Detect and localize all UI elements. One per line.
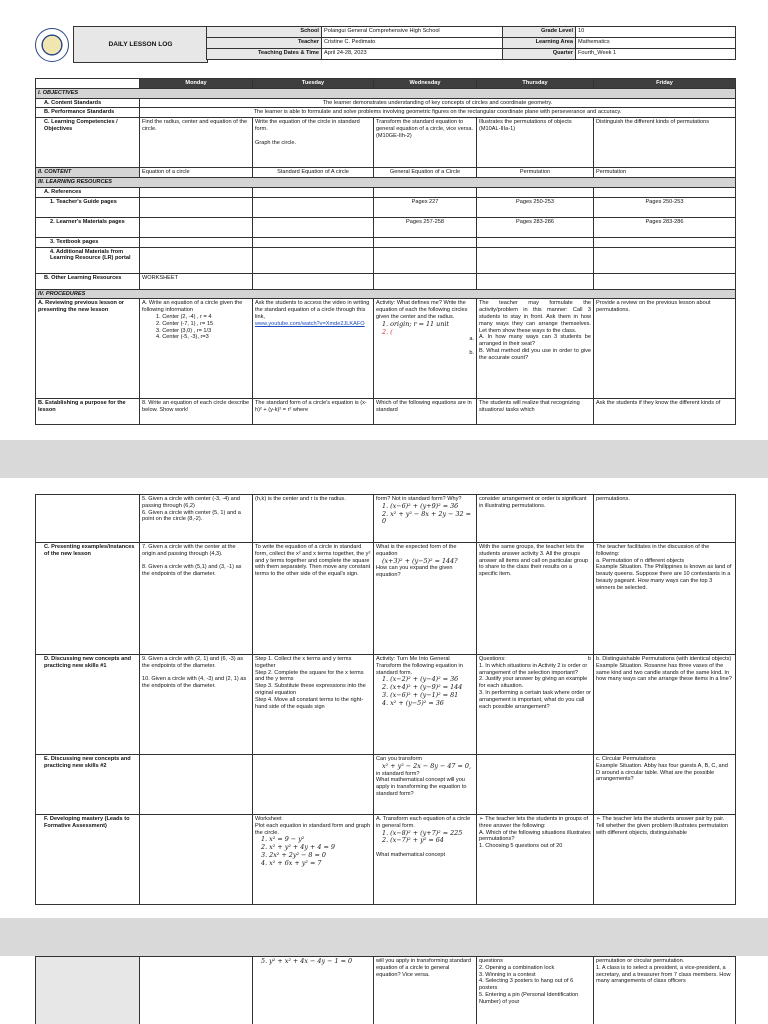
performance-standards-label: B. Performance Standards xyxy=(36,108,140,118)
review-monday: A. Write an equation of a circle given the following information 1. Center (2, -4) , r = 4 2. Center (-7, 1) , r= 15 3. Center (3,0) , r= 1/3 4. Center (-5, -3), r=3 xyxy=(140,299,253,399)
performance-standards-text: The learner is able to formulate and solve problems involving geometric figures on the rectangular coordinate plane with perseverance and accuracy. xyxy=(140,108,736,118)
day-friday: Friday xyxy=(594,79,736,89)
page-three xyxy=(0,956,768,1024)
textbook-label: 3. Textbook pages xyxy=(36,237,140,247)
dates-value: April 24-28, 2023 xyxy=(322,49,503,60)
content-thursday: Permutation xyxy=(477,168,594,178)
examples-label: C. Presenting examples/instances of the new lesson xyxy=(36,543,140,655)
review-thursday: The teacher may formulate the activity/problem in this manner: Call 3 students to stay in front. Ask them in how many ways they can arrange themselves. Let them show these ways to the class. A. In how many ways can 3 students be arranged in their seat? B. What method did you use in order to give the accurate count? xyxy=(477,299,594,399)
purpose-wednesday: Which of the following equations are in standard xyxy=(374,399,477,425)
purpose-wednesday-cont: form? Not in standard form? Why? 1. (x−6)² + (y+9)² = 36 2. x² + y² − 8x + 2y − 32 = 0 xyxy=(374,495,477,543)
purpose-friday: Ask the students if they know the different kinds of xyxy=(594,399,736,425)
grade-label: Grade Level xyxy=(503,27,576,38)
review-label: A. Reviewing previous lesson or presenting the new lesson xyxy=(36,299,140,399)
teacher-label: Teacher xyxy=(207,38,322,49)
grade-value: 10 xyxy=(576,27,736,38)
review-tuesday: Ask the students to access the video in writing the standard equation of a circle through this link, www.youtube.com/watch?v=Xmde2JLKAFO xyxy=(253,299,374,399)
mastery-tuesday: Worksheet Plot each equation in standard form and graph the circle. 1. x² = 9 − y² 2. x² + y² + 4y + 4 = 9 3. 2x² + 2y² − 8 = 0 4. x² + 6x + y² = 7 xyxy=(253,815,374,905)
purpose-tuesday: The standard form of a circle's equation is (x-h)² + (y-k)² = r² where xyxy=(253,399,374,425)
purpose-label: B. Establishing a purpose for the lesson xyxy=(36,399,140,425)
competency-thursday: Illustrates the permutations of objects (M10AL-IIIa-1) xyxy=(477,118,594,168)
references-label: A. References xyxy=(36,187,140,197)
day-wednesday: Wednesday xyxy=(374,79,477,89)
header-info-table xyxy=(206,26,736,60)
log-title: DAILY LESSON LOG xyxy=(73,26,208,63)
section-objectives: I. OBJECTIVES xyxy=(36,88,736,98)
tg-friday: Pages 250-253 xyxy=(594,197,736,217)
purpose-friday-cont: permutations. xyxy=(594,495,736,543)
purpose-tuesday-cont: (h,k) is the center and r is the radius. xyxy=(253,495,374,543)
purpose-thursday-cont: consider arrangement or order is significant in illustrating permutations. xyxy=(477,495,594,543)
mastery-thursday-cont: questions 2. Opening a combination lock 3. Winning in a contest 4. Selecting 3 posters to hang out of 6 posters 5. Entering a pin (Personal Identification Number) of your xyxy=(477,957,594,1024)
content-monday: Equation of a circle xyxy=(140,168,253,178)
competencies-label: C. Learning Competencies / Objectives xyxy=(36,118,140,168)
examples-monday: 7. Given a circle with the center at the origin and passing through (4,3). 8. Given a circle with (5,1) and (3, -1) as the endpoints of the diameter. xyxy=(140,543,253,655)
section-procedures: IV. PROCEDURES xyxy=(36,289,736,299)
review-wednesday: Activity: What defines me? Write the equation of each the following circles given the center and the radius. 1. origin; r = 11 unit 2. ( a. b. xyxy=(374,299,477,399)
header xyxy=(35,26,735,62)
purpose-thursday: The students will realize that recognizing situations/ tasks which xyxy=(477,399,594,425)
other-resources-monday: WORKSHEET xyxy=(140,273,253,289)
mastery-label: F. Developing mastery (Leads to Formative Assessment) xyxy=(36,815,140,905)
teacher-value: Cristine C. Pedimato xyxy=(322,38,503,49)
additional-materials-label: 4. Additional Materials from Learning Resource (LR) portal xyxy=(36,247,140,273)
area-value: Mathematics xyxy=(576,38,736,49)
practice1-friday: b. Distinguishable Permutations (with identical objects) Example Situation. Rosanne has three vases of the same kind and two candle stands of the same kind. In how many ways can she arrange these items in a line? xyxy=(594,655,736,755)
day-thursday: Thursday xyxy=(477,79,594,89)
practice1-label: D. Discussing new concepts and practicing new skills #1 xyxy=(36,655,140,755)
mastery-friday-cont: permutation or circular permutation. 1. A class is to select a president, a vice-president, a secretary, and a treasurer from 7 class members. How many arrangements of class officers xyxy=(594,957,736,1024)
lesson-table-page2 xyxy=(35,494,736,905)
practice1-thursday: b Questions: 1. In which situations in Activity 2 is order or arrangement of the selection important? 2. Justify your answer by giving an example for each situation. 3. In performing a certain task where order or arrangement is important, what do you call each possible arrangement? xyxy=(477,655,594,755)
day-tuesday: Tuesday xyxy=(253,79,374,89)
practice1-tuesday: Step 1. Collect the x terms and y terms together Step 2. Complete the square for the x terms and the y terms Step 3. Substitute these expressions into the original equation Step 4. Move all constant terms to the right-hand side of the equals sign xyxy=(253,655,374,755)
page-two xyxy=(0,478,768,918)
practice1-monday: 9. Given a circle with (2, 1) and (6, -3) as the endpoints of the diameter. 10. Given a circle with (4, -3) and (2, 1) as the endpoints of the diameter. xyxy=(140,655,253,755)
area-label: Learning Area xyxy=(503,38,576,49)
section-content: II. CONTENT xyxy=(36,168,140,178)
practice1-wednesday: Activity: Turn Me Into General Transform the following equation in standard form. 1. (x−2)² + (y−4)² = 36 2. (x+4)² + (y−9)² = 144 3. (x−6)² + (y−1)² = 81 4. x² + (y−5)² = 36 xyxy=(374,655,477,755)
school-value: Polangui General Comprehensive High School xyxy=(322,27,503,38)
deped-seal-icon xyxy=(35,28,69,62)
quarter-value: Fourth_Week 1 xyxy=(576,49,736,60)
examples-tuesday: To write the equation of a circle in standard form, collect the x² and x terms together, the y² and y terms together and complete the square with them separately. Then move any constant terms to the other side of the equal's sign. xyxy=(253,543,374,655)
practice2-friday: c. Circular Permutations Example Situation. Abby has four guests A, B, C, and D around a circular table. What are the possible arrangements? xyxy=(594,755,736,815)
content-friday: Permutation xyxy=(594,168,736,178)
tg-wednesday: Pages 227 xyxy=(374,197,477,217)
review-friday: Provide a review on the previous lesson about permutations. xyxy=(594,299,736,399)
mastery-tuesday-cont: 5. y² + x² + 4x − 4y − 1 = 0 xyxy=(253,957,374,1024)
content-standards-label: A. Content Standards xyxy=(36,98,140,108)
lm-friday: Pages 283-286 xyxy=(594,217,736,237)
content-wednesday: General Equation of a Circle xyxy=(374,168,477,178)
school-label: School xyxy=(207,27,322,38)
mastery-wednesday: A. Transform each equation of a circle in general form. 1. (x−8)² + (y+7)² = 225 2. (x−7)² + y² = 64 What mathematical concept xyxy=(374,815,477,905)
mastery-friday: ➢ The teacher lets the students answer pair by pair. Tell whether the given problem illustrates permutation with different objects, distinguishable xyxy=(594,815,736,905)
competency-friday: Distinguish the different kinds of permutations xyxy=(594,118,736,168)
competency-monday: Find the radius, center and equation of the circle. xyxy=(140,118,253,168)
mastery-wednesday-cont: will you apply in transforming standard equation of a circle to general equation? Vice versa. xyxy=(374,957,477,1024)
lesson-table-page1 xyxy=(35,78,736,425)
purpose-monday: 8. Write an equation of each circle describe below. Show work! xyxy=(140,399,253,425)
day-monday: Monday xyxy=(140,79,253,89)
lesson-table-page3 xyxy=(35,956,736,1024)
quarter-label: Quarter xyxy=(503,49,576,60)
section-resources: III. LEARNING RESOURCES xyxy=(36,178,736,188)
other-resources-label: B. Other Learning Resources xyxy=(36,273,140,289)
video-link[interactable]: www.youtube.com/watch?v=Xmde2JLKAFO xyxy=(255,320,365,327)
practice2-label: E. Discussing new concepts and practicing new skills #2 xyxy=(36,755,140,815)
examples-thursday: With the same groups, the teacher lets the students answer activity 3. All the groups answer all items and call on particular group to share to the class their results on a specific item. xyxy=(477,543,594,655)
content-standards-text: The learner demonstrates understanding of key concepts of circles and coordinate geometry. xyxy=(140,98,736,108)
mastery-thursday: ➢ The teacher lets the students in groups of three answer the following: A. Which of the following situations illustrates permutations? 1. Choosing 5 questions out of 20 xyxy=(477,815,594,905)
page-one xyxy=(0,0,768,440)
lm-thursday: Pages 283-286 xyxy=(477,217,594,237)
tg-thursday: Pages 250-253 xyxy=(477,197,594,217)
lm-wednesday: Pages 257-258 xyxy=(374,217,477,237)
examples-friday: The teacher facilitates in the discussion of the following: a. Permutation of n different objects Example Situation. The Philippines is known as land of beauty queens. Suppose there are 10 contestants in a beauty pageant. How many ways can the top 3 winners be selected. xyxy=(594,543,736,655)
examples-wednesday: What is the expected form of the equation (x+3)² + (y−5)² = 144? How can you expand the given equation? xyxy=(374,543,477,655)
lm-label: 2. Learner's Materials pages xyxy=(36,217,140,237)
dates-label: Teaching Dates & Time xyxy=(207,49,322,60)
tg-label: 1. Teacher's Guide pages xyxy=(36,197,140,217)
competency-wednesday: Transform the standard equation to general equation of a circle, vice versa. (M10GE-IIh-2) xyxy=(374,118,477,168)
purpose-monday-cont: 5. Given a circle with center (-3, -4) and passing through (6,2) 6. Given a circle with center (5, 1) and a point on the circle (8,-2). xyxy=(140,495,253,543)
practice2-wednesday: Can you transform x² + y² − 2x − 8y − 47 = 0, in standard form? What mathematical concept will you apply in transforming the equation to standard form? xyxy=(374,755,477,815)
competency-tuesday: Write the equation of the circle in standard form. Graph the circle. xyxy=(253,118,374,168)
content-tuesday: Standard Equation of A circle xyxy=(253,168,374,178)
